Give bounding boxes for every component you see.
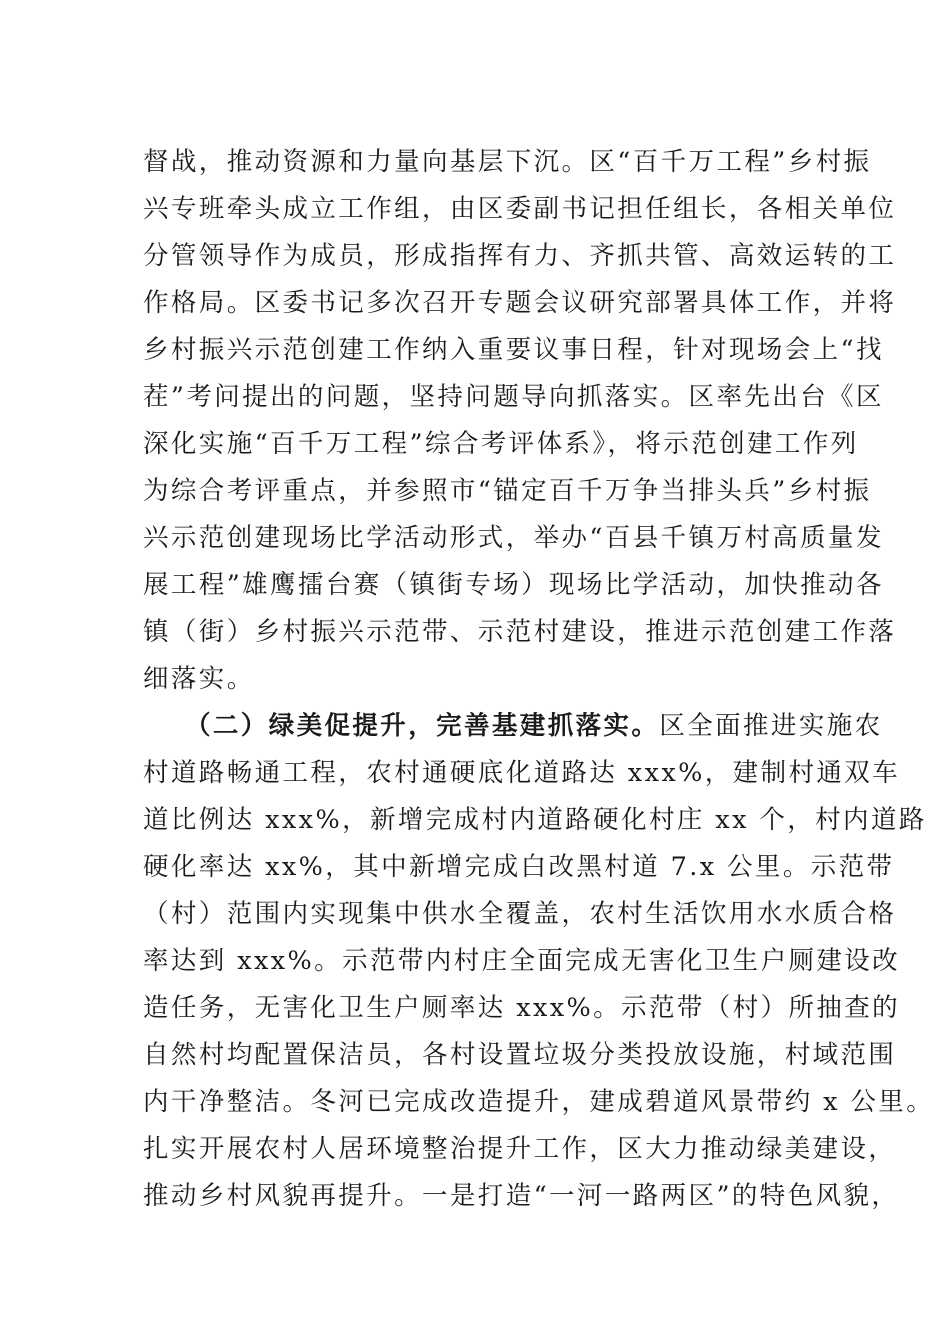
text-line: 细落实。 bbox=[143, 664, 255, 694]
text-line: 内干净整洁。冬河已完成改造提升，建成碧道风景带约 x 公里。 bbox=[143, 1087, 935, 1117]
text-line: 兴示范创建现场比学活动形式，举办“百县千镇万村高质量发 bbox=[143, 523, 884, 553]
text-line: 深化实施“百千万工程”综合考评体系》，将示范创建工作列 bbox=[143, 429, 859, 459]
text-line: 村道路畅通工程，农村通硬底化道路达 xxx%，建制村通双车 bbox=[143, 758, 901, 788]
text-line: 推动乡村风貌再提升。一是打造“一河一路两区”的特色风貌， bbox=[143, 1181, 900, 1211]
text-line: 乡村振兴示范创建工作纳入重要议事日程，针对现场会上“找 bbox=[143, 335, 884, 365]
text-line: （村）范围内实现集中供水全覆盖，农村生活饮用水水质合格 bbox=[143, 899, 897, 929]
text-line: 镇（街）乡村振兴示范带、示范村建设，推进示范创建工作落 bbox=[143, 617, 897, 647]
text-line: 兴专班牵头成立工作组，由区委副书记担任组长，各相关单位 bbox=[143, 194, 897, 224]
text-line: 硬化率达 xx%，其中新增完成白改黑村道 7.x 公里。示范带 bbox=[143, 852, 895, 882]
text-line: 督战，推动资源和力量向基层下沉。区“百千万工程”乡村振 bbox=[143, 147, 872, 177]
section-heading-line bbox=[185, 711, 885, 741]
text-line: 展工程”雄鹰擂台赛（镇街专场）现场比学活动，加快推动各 bbox=[143, 570, 884, 600]
text-line: 为综合考评重点，并参照市“锚定百千万争当排头兵”乡村振 bbox=[143, 476, 872, 506]
section-heading-rest: 区全面推进实施农 bbox=[659, 711, 883, 741]
text-line: 茬”考问提出的问题，坚持问题导向抓落实。区率先出台《区 bbox=[143, 382, 884, 412]
text-line: 扎实开展农村人居环境整治提升工作，区大力推动绿美建设， bbox=[143, 1134, 897, 1164]
text-line: 作格局。区委书记多次召开专题会议研究部署具体工作，并将 bbox=[143, 288, 897, 318]
text-line: 率达到 xxx%。示范带内村庄全面完成无害化卫生户厕建设改 bbox=[143, 946, 901, 976]
section-heading: （二）绿美促提升，完善基建抓落实。 bbox=[185, 711, 660, 741]
text-line: 道比例达 xxx%，新增完成村内道路硬化村庄 xx 个，村内道路 bbox=[143, 805, 927, 835]
text-line: 自然村均配置保洁员，各村设置垃圾分类投放设施，村域范围 bbox=[143, 1040, 897, 1070]
text-line: 分管领导作为成员，形成指挥有力、齐抓共管、高效运转的工 bbox=[143, 241, 897, 271]
text-line: 造任务，无害化卫生户厕率达 xxx%。示范带（村）所抽查的 bbox=[143, 993, 901, 1023]
